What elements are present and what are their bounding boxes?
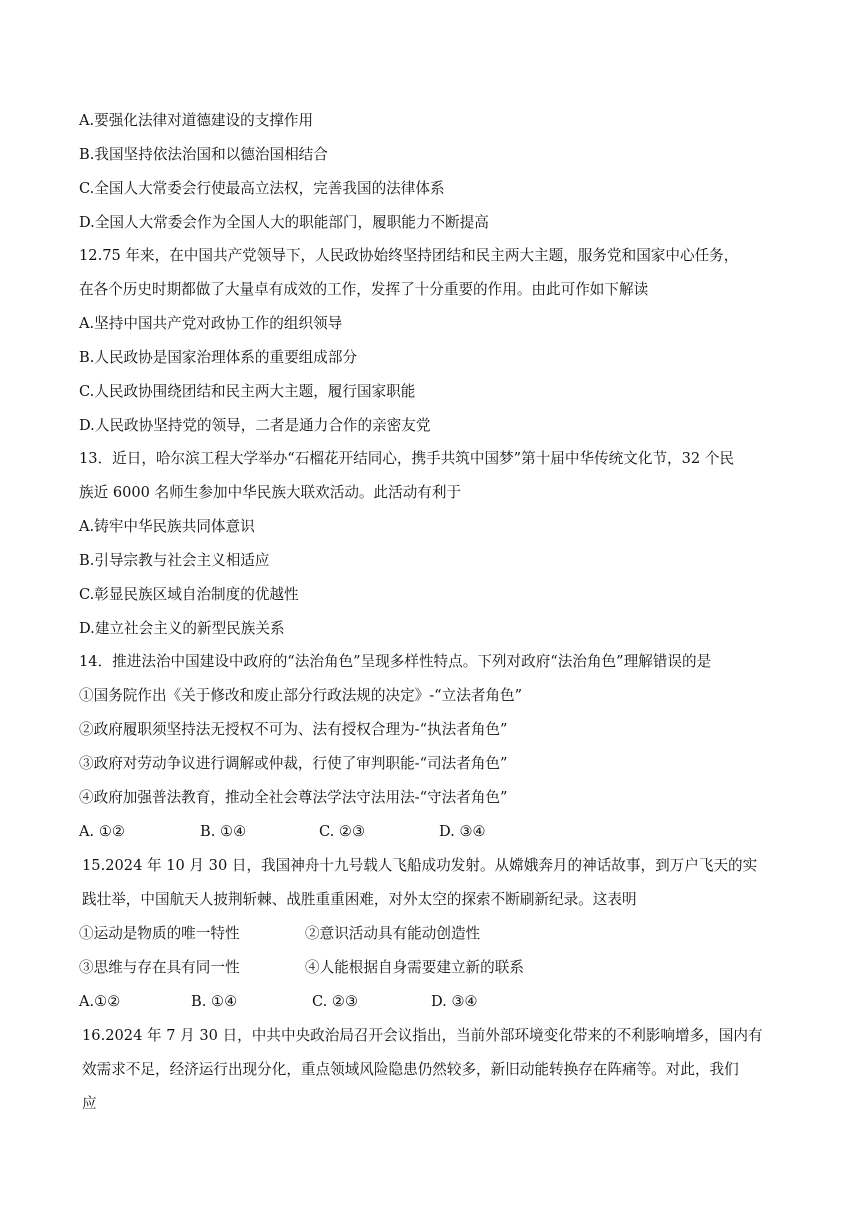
q15-statement-2: ②意识活动具有能动创造性 bbox=[305, 925, 481, 942]
q15-choice-a: A.①② bbox=[79, 993, 121, 1010]
q14-choice-b: B. ①④ bbox=[200, 823, 247, 840]
q11-option-b: B.我国坚持依法治国和以德治国相结合 bbox=[79, 146, 328, 163]
q15-choice-d: D. ③④ bbox=[431, 993, 478, 1010]
q13-stem-line1: 13．近日，哈尔滨工程大学举办“石榴花开结同心，携手共筑中国梦”第十届中华传统文化节，32 个民 bbox=[79, 450, 735, 467]
q12-option-c: C.人民政协围绕团结和民主两大主题，履行国家职能 bbox=[79, 383, 416, 400]
q14-statement-1: ①国务院作出《关于修改和废止部分行政法规的决定》-“立法者角色” bbox=[79, 687, 523, 704]
q16-stem-line3: 应 bbox=[82, 1095, 97, 1112]
q15-statements-row1 bbox=[79, 924, 779, 944]
q12-option-b: B.人民政协是国家治理体系的重要组成部分 bbox=[79, 349, 358, 366]
q14-statement-2: ②政府履职须坚持法无授权不可为、法有授权合理为-“执法者角色” bbox=[79, 721, 508, 738]
q12-option-d: D.人民政协坚持党的领导，二者是通力合作的亲密友党 bbox=[79, 417, 431, 434]
q13-option-a: A.铸牢中华民族共同体意识 bbox=[79, 518, 255, 535]
q15-choice-c: C. ②③ bbox=[312, 993, 359, 1010]
q13-option-b: B.引导宗教与社会主义相适应 bbox=[79, 552, 270, 569]
q14-choice-c: C. ②③ bbox=[319, 823, 366, 840]
q15-stem-line2: 践壮举，中国航天人披荆斩棘、战胜重重困难，对外太空的探索不断刷新纪录。这表明 bbox=[82, 891, 637, 908]
q14-statement-3: ③政府对劳动争议进行调解或仲裁，行使了审判职能-“司法者角色” bbox=[79, 755, 508, 772]
q15-statement-1: ①运动是物质的唯一特性 bbox=[79, 925, 240, 942]
q15-statement-4: ④人能根据自身需要建立新的联系 bbox=[305, 959, 524, 976]
q12-stem-line2: 在各个历史时期都做了大量卓有成效的工作，发挥了十分重要的作用。由此可作如下解读 bbox=[79, 281, 649, 298]
q14-stem: 14．推进法治中国建设中政府的“法治角色”呈现多样性特点。下列对政府“法治角色”理解错误的是 bbox=[79, 653, 712, 670]
q11-option-d: D.全国人大常委会作为全国人大的职能部门，履职能力不断提高 bbox=[79, 214, 489, 231]
q14-choice-d: D. ③④ bbox=[439, 823, 486, 840]
q14-choice-a: A. ①② bbox=[79, 823, 125, 840]
q15-choices bbox=[79, 992, 779, 1012]
q12-option-a: A.坚持中国共产党对政协工作的组织领导 bbox=[79, 315, 343, 332]
q15-choice-b: B. ①④ bbox=[191, 993, 238, 1010]
q14-statement-4: ④政府加强普法教育，推动全社会尊法学法守法用法-“守法者角色” bbox=[79, 789, 508, 806]
q13-stem-line2: 族近 6000 名师生参加中华民族大联欢活动。此活动有利于 bbox=[79, 484, 462, 501]
q13-option-d: D.建立社会主义的新型民族关系 bbox=[79, 620, 285, 637]
q12-stem-line1: 12.75 年来，在中国共产党领导下，人民政协始终坚持团结和民主两大主题，服务党和国家中心任务， bbox=[79, 247, 739, 264]
q11-option-c: C.全国人大常委会行使最高立法权，完善我国的法律体系 bbox=[79, 180, 445, 197]
q11-option-a: A.要强化法律对道德建设的支撑作用 bbox=[79, 112, 314, 129]
q14-choices bbox=[79, 822, 779, 842]
q15-statement-3: ③思维与存在具有同一性 bbox=[79, 959, 240, 976]
q16-stem-line2: 效需求不足，经济运行出现分化，重点领域风险隐患仍然较多，新旧动能转换存在阵痛等。对此，我们 bbox=[82, 1061, 739, 1078]
q15-stem-line1: 15.2024 年 10 月 30 日，我国神舟十九号载人飞船成功发射。从嫦娥奔月的神话故事，到万户飞天的实 bbox=[82, 857, 758, 874]
q13-option-c: C.彰显民族区域自治制度的优越性 bbox=[79, 586, 299, 603]
q15-statements-row2 bbox=[79, 958, 779, 978]
q16-stem-line1: 16.2024 年 7 月 30 日，中共中央政治局召开会议指出，当前外部环境变化带来的不利影响增多，国内有 bbox=[82, 1027, 763, 1044]
